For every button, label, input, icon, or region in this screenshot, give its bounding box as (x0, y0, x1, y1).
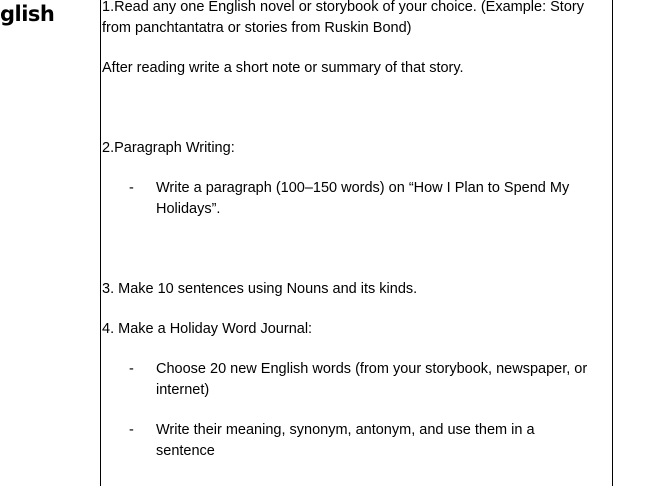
bullet-line-2: internet) (156, 381, 210, 398)
bullet-dash: - (129, 361, 134, 377)
item-1-followup: After reading write a short note or summary of that story. (102, 60, 464, 76)
item-2-title: 2.Paragraph Writing: (102, 140, 235, 156)
item-1-instruction (102, 0, 584, 38)
bullet-line-2: sentence (156, 442, 215, 459)
bullet-line-2: Holidays”. (156, 200, 221, 217)
bullet-text (156, 420, 616, 461)
item-1-line-2: from panchtantatra or stories from Ruskin Bond) (102, 19, 412, 36)
item-4-title: 4. Make a Holiday Word Journal: (102, 321, 313, 337)
bullet-dash: - (129, 180, 134, 196)
bullet-line-1: Choose 20 new English words (from your storybook, newspaper, or (156, 361, 588, 377)
bullet-line-1: Write a paragraph (100–150 words) on “How I Plan to Spend My (156, 180, 570, 196)
item-3: 3. Make 10 sentences using Nouns and its kinds. (102, 281, 418, 297)
bullet-text (156, 178, 616, 219)
bullet-dash: - (129, 422, 134, 438)
bullet-line-1: Write their meaning, synonym, antonym, and use them in a (156, 422, 535, 438)
assignment-cell (100, 0, 613, 486)
bullet-text (156, 359, 616, 400)
item-1-line-1: 1.Read any one English novel or storybook of your choice. (Example: Story (102, 0, 584, 15)
subject-label: glish (0, 2, 55, 26)
